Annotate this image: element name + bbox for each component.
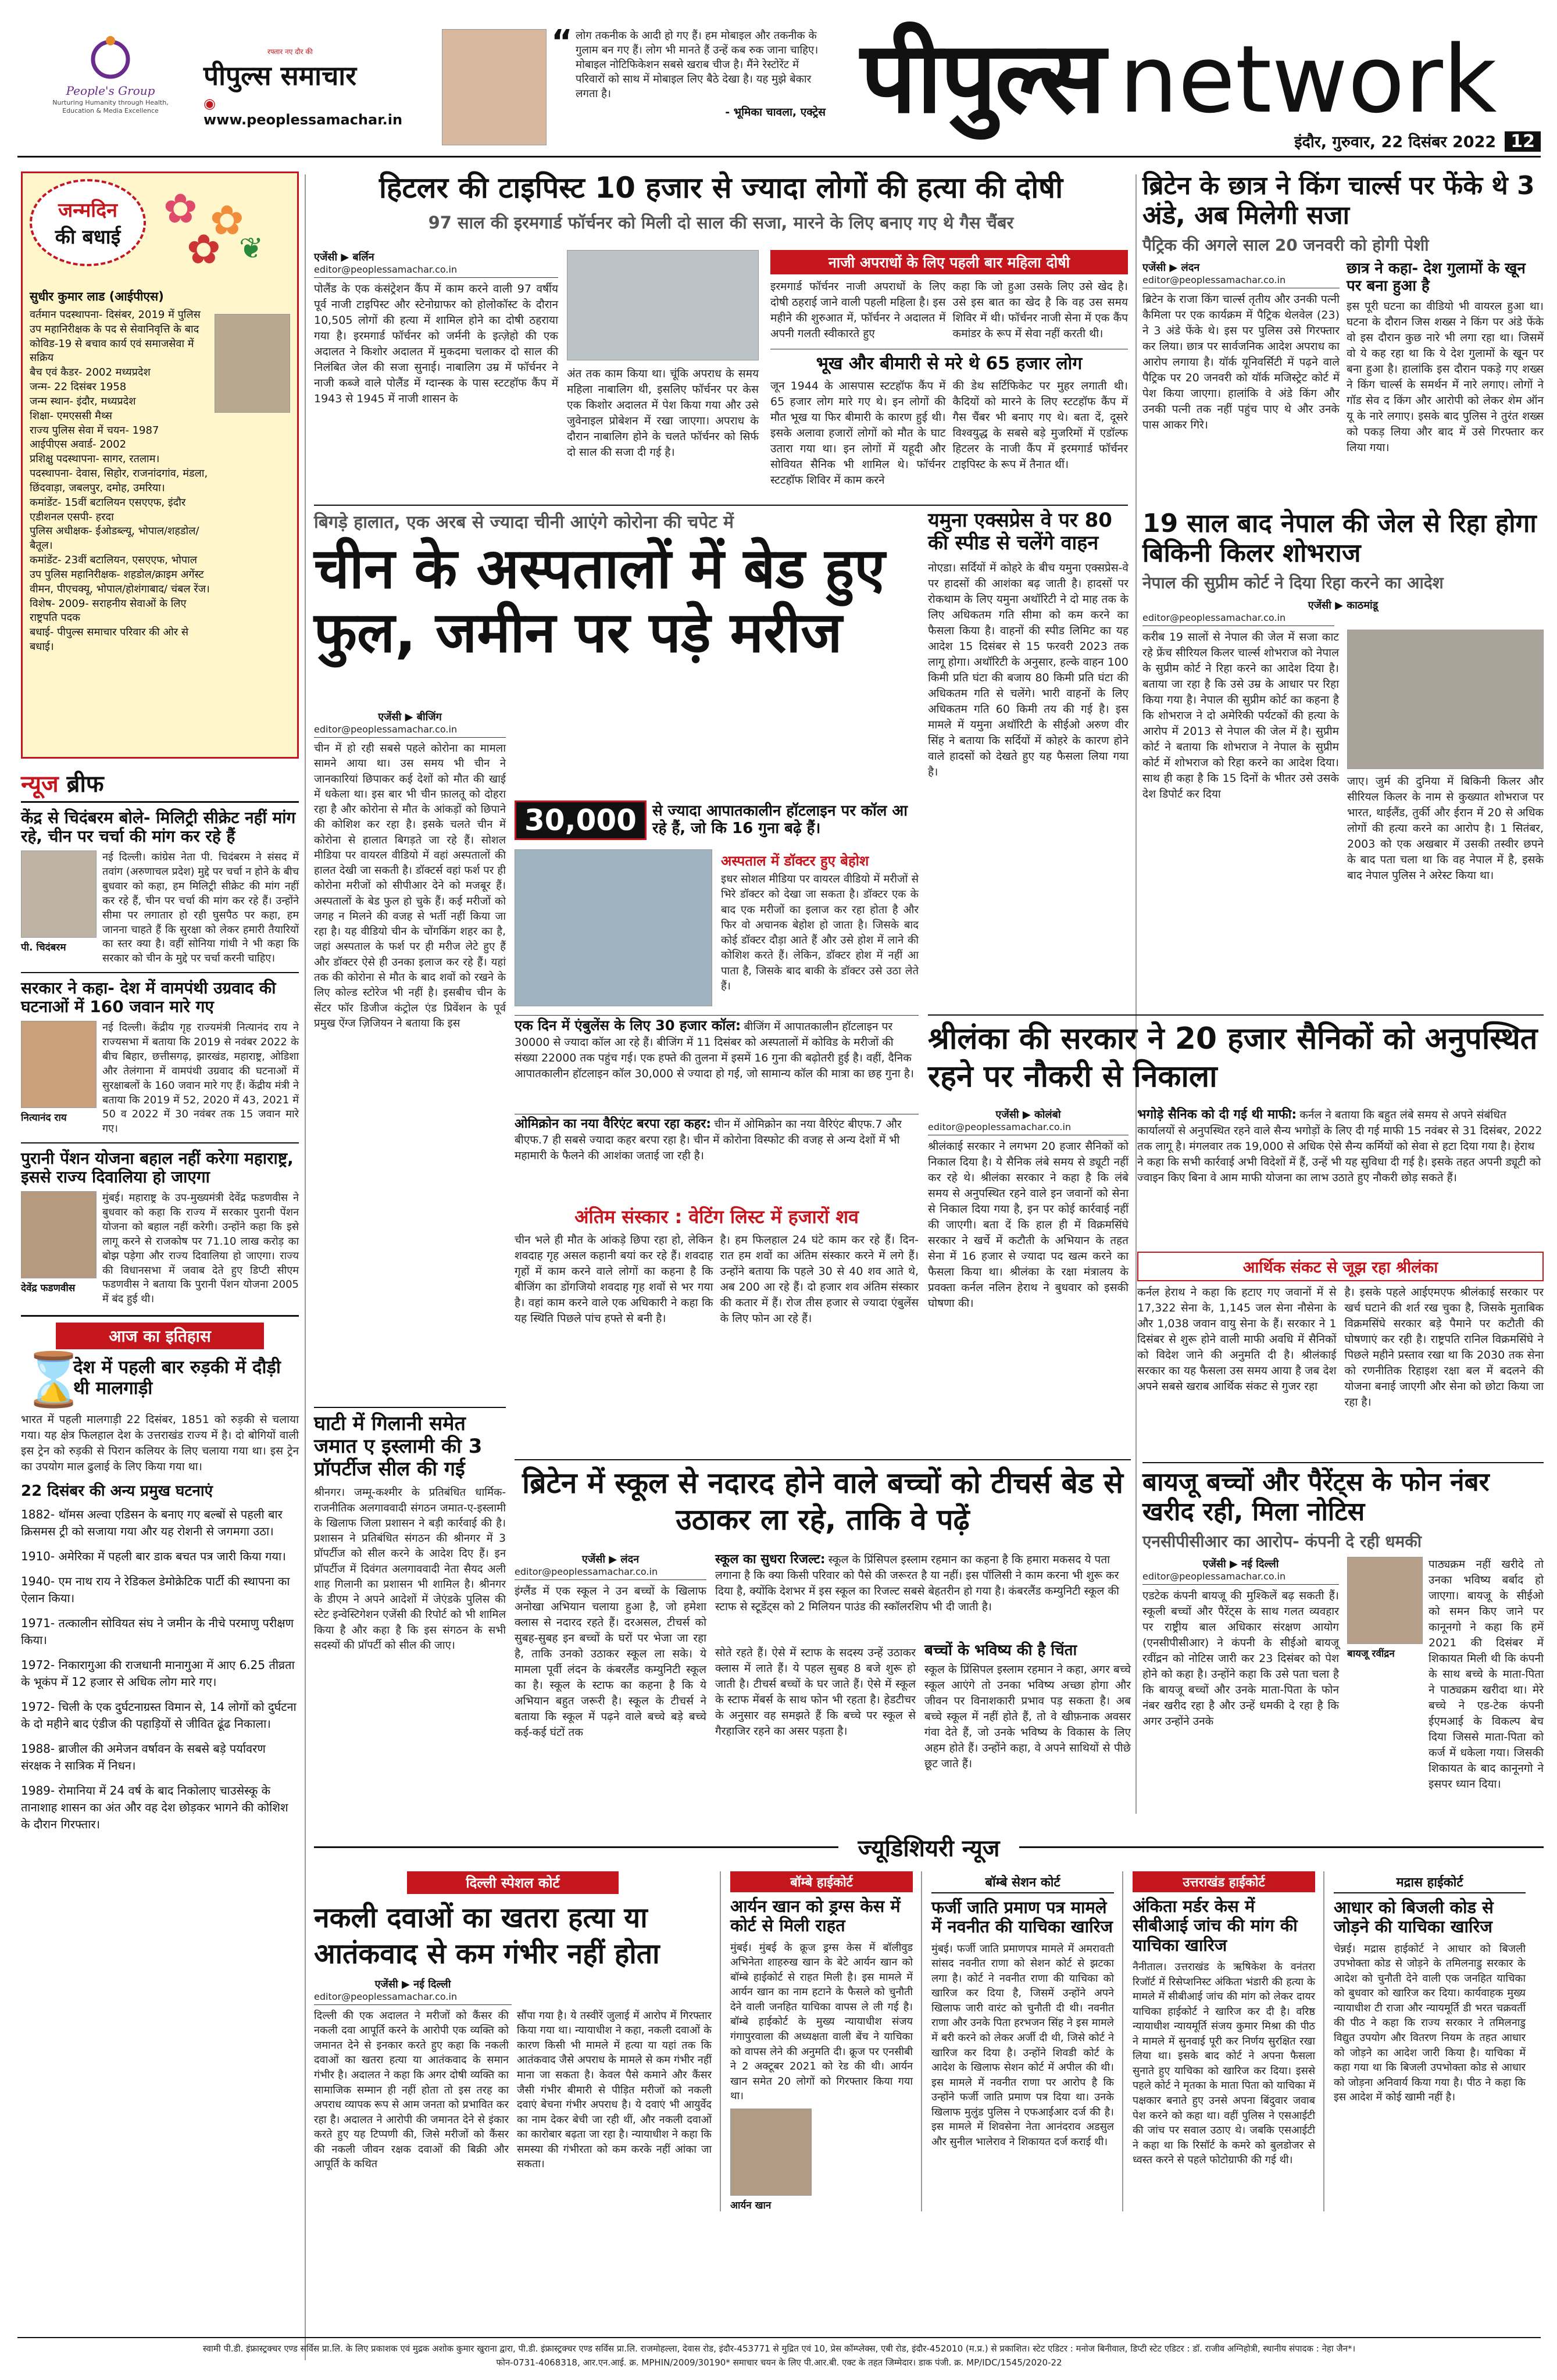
britain-school-agency: एजेंसी ▶ लंदन — [581, 1553, 640, 1566]
brief-item — [21, 979, 299, 1137]
srilanka-crisis-body-1: कर्नल हेराथ ने कहा कि हटाए गए जवानों में से 17,322 सेना के, 1,145 जल सेना नौसेना के और 1,038 जवान वायु सेना के हैं। सरकार ने 1 दिसंबर से शुरू होने वाली माफी अवधि में सैनिकों को विदेश जाने की अनुमति दी है। श्रीलंकाई सरकार का यह फैसला उस समय आया है जब देश अपने सबसे खराब आर्थिक संकट से गुजर रहा — [1137, 1286, 1337, 1393]
china-big-text: से ज्यादा आपातकालीन हॉटलाइन पर कॉल आ रहे हैं, जो कि 16 गुना बढ़े हैं। — [652, 802, 908, 837]
britain-eggs-email[interactable]: editor@peoplessamachar.co.in — [1142, 274, 1340, 288]
brief-photo-caption: देवेंद्र फडणवीस — [21, 1282, 76, 1295]
judiciary-col — [1133, 1871, 1324, 2211]
history-event: 1972- चिली के एक दुर्घटनाग्रस्त विमान से, 14 लोगों को दुर्घटना के दो महीने बाद एंडीज की पहाड़ियों से जीवित ढूंढ निकाला। — [21, 1699, 297, 1731]
china-ambulance-body: बीजिंग में आपातकालीन हॉटलाइन पर 30000 से ज्यादा कॉल आ रहे हैं। बीजिंग में 11 दिसंबर को अस्पतालों में कोविड के मरीजों की संख्या 22000 तक पहुंच गई। एक हफ्ते की तुलना में इसमें 16 गुना की बढ़ोतरी हुई है। वहीं, दैनिक आपातकालीन हॉटलाइन कॉल 30,000 से ज्यादा हो गई, जो सामान्य कॉल की मात्रा का छह गुना है। — [515, 1020, 915, 1080]
quote-box — [551, 23, 826, 119]
flower-bouquet-icon: ✿ ✿ ✿ ❦ — [163, 185, 263, 273]
globe-icon: ◉ — [203, 95, 216, 112]
birthday-title-top: जन्मदिन — [58, 199, 118, 222]
judiciary-body-1: नैनीताल। उत्तराखंड के ऋषिकेश के वनंतरा रिजॉर्ट में रिसेप्शनिस्ट अंकिता भंडारी की हत्या के मामले में सीबीआई जांच की मांग को लेकर दायर याचिका हाईकोर्ट ने खारिज कर दी है। वरिष्ठ न्यायाधीश न्यायमूर्ति संजय कुमार मिश्रा की पीठ ने मामले में सुनवाई पूरी कर निर्णय सुरक्षित रखा लिया था। इसके बाद कोर्ट ने अपना फैसला सुनाते हुए याचिका को खारिज कर दिया। इससे पहले कोर्ट ने मृतका के माता पिता को याचिका में पक्षकार बनाते हुए उनसे अपना बिंदुवार जवाब पेश करने को कहा था। वहीं पुलिस ने एसआईटी की जांच पर सवाल उठाए थे। जबकि एसआईटी ने कहा था कि रिसॉर्ट के कमरे को बुलडोजर से ध्वस्त करने से पहले फोटोग्राफी की गई थी। — [1133, 1961, 1315, 2167]
masthead-rule — [17, 156, 1541, 158]
britain-school-future-body: स्कूल के प्रिंसिपल इस्लाम रहमान ने कहा, अगर बच्चे स्कूल आएंगे तो उनका भविष्य अच्छा होगा और जीवन पर विनाशकारी प्रभाव पड़ सकता है। अब बच्चे स्कूल में नहीं होते हैं, तो वे खीफ़नाक अवसर गंवा देते हैं, जो उनके भविष्य के विकास के लिए अहम होते हैं। उन्होंने कहा, वे अपने साथियों से पीछे छूट जाते हैं। — [924, 1663, 1131, 1770]
britain-school-success-body: स्कूल के प्रिंसिपल इस्लाम रहमान का कहना है कि हमारा मकसद ये पता लगाना है कि क्या किसी परिवार को पैसे की जरूरत है या नहीं। इस पॉलिसी ने काम करना भी शुरू कर दिया है, क्योंकि देशभर में इस स्कूल का रिजल्ट सबसे बेहतरीन हो गया है। कंबरलैंड कम्युनिटी स्कूल की स्टाफ से स्टूडेंट्स को 2 मिलियन पाउंड की स्कॉलरशिप भी दी जाती है। — [715, 1553, 1119, 1613]
china-email[interactable]: editor@peoplessamachar.co.in — [314, 724, 506, 738]
peoples-group-logo — [52, 35, 169, 116]
sobhraj-subhead: नेपाल की सुप्रीम कोर्ट ने दिया रिहा करने का आदेश — [1142, 573, 1444, 593]
history-events-title: 22 दिसंबर की अन्य प्रमुख घटनाएं — [21, 1482, 213, 1500]
hitler-subhead: 97 साल की इरमगार्ड फॉर्चनर को मिली दो साल की सजा, मारने के लिए बनाए गए थे गैस चैंबर — [428, 212, 1014, 233]
byju-headline: बायजू बच्चों और पैरेंट्स के फोन नंबर खरीद रही, मिला नोटिस — [1142, 1467, 1490, 1527]
srilanka-story — [928, 1020, 1544, 1462]
kashmir-story — [314, 1407, 506, 1814]
news-brief-title-right: ब्रीफ — [66, 771, 104, 798]
judiciary-court: उत्तराखंड हाईकोर्ट — [1133, 1871, 1315, 1892]
brief-photo-caption: पी. चिदंबरम — [21, 942, 66, 954]
birthday-line: बधाई- पीपुल्स समाचार परिवार की ओर से बधाई। — [30, 626, 189, 653]
hitler-side-body-2: कहा कि जो हुआ उसके लिए उसे खेद है। उसे इस बात का खेद है कि वह उस समय शिविर में थी। फॉर्चनर नाजी सेना में एक कैंप कमांडर के रूप में सेवा नहीं करती थी। — [952, 280, 1128, 340]
byju-agency: एजेंसी ▶ नई दिल्ली — [1202, 1558, 1279, 1571]
sobhraj-body-1: करीब 19 सालों से नेपाल की जेल में सजा काट रहे फ्रेंच सीरियल किलर चार्ल्स शोभराज को नेपाल के सुप्रीम कोर्ट ने रिहा करने का आदेश दिया है। बताया जा रहा है कि उसे उम्र के आधार पर रिहा किया गया है। नेपाल की सुप्रीम कोर्ट का कहना है कि शोभराज ने दो अमेरिकी पर्यटकों की हत्या के आरोप में 2013 से नेपाल की जेल में है। सुप्रीम कोर्ट ने बताया कि शोभराज ने नेपाल के सुप्रीम कोर्ट में शोभराज को रिहा करने का आदेश दिया। साथ ही कहा है कि 15 दिनों के भीतर उसे उसके देश डिपोर्ट कर दिया — [1142, 631, 1339, 801]
aryan-khan-caption: आर्यन खान — [730, 2199, 772, 2211]
brief-photo — [21, 1191, 97, 1278]
history-event: 1988- ब्राजील की अमेजन वर्षावन के सबसे बड़े पर्यावरण संरक्षक ने सात्रिक में निधन। — [21, 1741, 266, 1773]
brief-body: नई दिल्ली। केंद्रीय गृह राज्यमंत्री नित्यानंद राय ने राज्यसभा में बताया कि 2019 से नवंबर 2022 के बीच बिहार, छत्तीसगढ़, झारखंड, महाराष्ट्र, ओडिशा और तेलंगाना में वामपंथी उग्रवाद की घटनाओं में सुरक्षाबलों के 160 जवान मारे गए हैं। केंद्रीय मंत्री ने बताया कि 2019 में 52, 2020 में 43, 2021 में 50 व 2022 में 30 नवंबर तक 15 जवान मारे गए। — [102, 1021, 299, 1135]
judiciary-banner — [314, 1831, 1544, 1863]
srilanka-deserter-body: कर्नल ने बताया कि बहुत लंबे समय से अपने संबंधित कार्यालयों से अनुपस्थित रहने वाले सैन्य भगोड़ों के लिए दी गई माफी 15 नवंबर से 31 दिसंबर, 2022 तक लागू है। मंगलवार तक 19,000 से अधिक ऐसे सैन्य कर्मियों को सेवा से हटा दिया गया है। हेराथ ने कहा कि सभी कार्रवाई अभी विदेशों में हैं, उन्हें भी यह सुविधा दी गई है। इसके तहत अपनी ड्यूटी को ज्वाइन किए बिना वे आम माफी योजना का लाभ उठाते हुए नौकरी छोड़ सकते हैं। — [1137, 1109, 1542, 1184]
china-ambulance-head: एक दिन में एंबुलेंस के लिए 30 हजार कॉल: — [515, 1017, 741, 1034]
china-hospital-photo — [515, 849, 712, 1006]
britain-eggs-story — [1142, 171, 1544, 497]
sobhraj-body-2: जाए। जुर्म की दुनिया में बिकिनी किलर और सीरियल किलर के नाम से कुख्यात शोभराज पर भारत, थाईलैंड, तुर्की और ईरान में 20 से अधिक लोगों की हत्या करने का आरोप है। 1 सितंबर, 2003 को एक अखबार में उसकी तस्वीर छपने के बाद पता चला था कि वह नेपाल में है, इसके बाद नेपाल पुलिस ने अरेस्ट किया था। — [1347, 775, 1544, 882]
sobhraj-email[interactable]: editor@peoplessamachar.co.in — [1142, 612, 1334, 626]
china-top-rule — [314, 505, 1128, 506]
byju-top-rule — [1142, 1462, 1544, 1463]
china-kicker: बिगड़े हालात, एक अरब से ज्यादा चीनी आएंगे कोरोना की चपेट में — [314, 512, 734, 533]
britain-school-body-1: इंग्लैंड में एक स्कूल ने उन बच्चों के खिलाफ अनोखा अभियान चलाया हुआ है, जो हमेशा क्लास से नदारद रहते हैं। दरअसल, टीचर्स को सुबह-सुबह इन बच्चों के घरों पर भेजा जा रहा है, ताकि उनको उठाकर स्कूल ला सके। ये मामला पूर्वी लंदन के कंबरलैंड कम्युनिटी स्कूल का है। स्कूल के स्टाफ का कहना है कि ये अभियान बहुत जरूरी है। स्कूल के टीचर्स ने बताया कि स्कूल में पढ़ने वाले बच्चे बड़े बच्चे कई-कई घंटों तक — [515, 1585, 706, 1739]
hitler-photo — [567, 250, 759, 360]
judiciary-court: बॉम्बे सेशन कोर्ट — [931, 1871, 1114, 1893]
left-column-divider — [305, 174, 306, 2360]
china-omicron-block — [515, 1114, 919, 1164]
history-label: आज का इतिहास — [56, 1323, 264, 1349]
hitler-headline: हिटलर की टाइपिस्ट 10 हजार से ज्यादा लोगों की हत्या की दोषी — [378, 171, 1063, 205]
history-event: 1989- रोमानिया में 24 वर्ष के बाद निकोलाए चाउसेस्कू के तानाशाह शासन का अंत और वह देश छोड़कर भागने की कोशिश के दौरान गिरफ्तार। — [21, 1783, 288, 1831]
birthday-line: जन्म- 22 दिसंबर 1958 — [30, 381, 127, 394]
masthead — [0, 0, 1557, 174]
birthday-badge — [30, 179, 146, 266]
britain-eggs-headline: ब्रिटेन के छात्र ने किंग चार्ल्स पर फेंके थे 3 अंडे, अब मिलेगी सजा — [1142, 171, 1535, 230]
hitler-body-1: पोलैंड के एक कंसंट्रेशन कैंप में काम करने वाली 97 वर्षीय पूर्व नाजी टाइपिस्ट और स्टेनोग्राफर को होलोकॉस्ट के दौरान 10,505 लोगों की हत्या में शामिल होने का दोषी ठहराया गया है। इरमगार्ड फॉर्चनर को जर्मनी के इत्ज़ेहो की एक अदालत ने किशोर अदालत में मुकदमा चलाकर दो साल की निलंबित जेल की सजा सुनाई। नाबालिग उम्र में फॉर्चनर ने नाजी कब्जे वाले पोलैंड में ग्दान्स्क के पास स्टटहॉफ कैंप में 1943 से 1945 में नाजी शासन के — [314, 283, 558, 405]
brief-divider — [21, 972, 299, 973]
judiciary-col — [931, 1871, 1123, 2211]
hitler-body-2: अंत तक काम किया था। चूंकि अपराध के समय महिला नाबालिग थी, इसलिए फॉर्चनर पर केस एक किशोर अदालत में पेश किया गया और उसे जुवेनाइल प्रोबेशन में रखा जाएगा। अपराध के दौरान नाबालिग होने के चलते फॉर्चनर को सिर्फ दो साल की सजा दी गई है। — [567, 367, 759, 459]
brief-headline: सरकार ने कहा- देश में वामपंथी उग्रवाद की घटनाओं में 160 जवान मारे गए — [21, 978, 276, 1017]
brief-photo — [21, 850, 97, 938]
brief-photo-caption: नित्यानंद राय — [21, 1112, 67, 1124]
srilanka-body-1: श्रीलंकाई सरकार ने लगभग 20 हजार सैनिकों को निकाल दिया है। ये सैनिक लंबे समय से ड्यूटी नहीं कर रहे थे। श्रीलंका सरकार ने कहा है कि लंबे समय से अनुपस्थित रहने वाले इन जवानों को सेना से निकाल दिया गया है, इन पर कोई कार्रवाई नहीं की जाएगी। बता दें कि हाल ही में विक्रमसिंघे सरकार ने खर्चे में कटौती के अभियान के तहत सेना में 16 हजार से ज्यादा पद खत्म करने का फैसला किया था। श्रीलंका के रक्षा मंत्रालय के प्रवक्ता कर्नल नलिन हेराथ ने बुधवार को इसकी घोषणा की। — [928, 1140, 1129, 1310]
history-event: 1940- एम नाथ राय ने रेडिकल डेमोक्रेटिक पार्टी की स्थापना का ऐलान किया। — [21, 1574, 290, 1605]
china-funeral-block — [515, 1206, 919, 1491]
judiciary-court: मद्रास हाईकोर्ट — [1334, 1871, 1526, 1893]
birthday-line: जन्म स्थान- इंदौर, मध्यप्रदेश — [30, 395, 136, 408]
history-headline: देश में पहली बार रुड़की में दौड़ी थी मालगाड़ी — [73, 1357, 281, 1399]
history-events-list — [21, 1506, 299, 1833]
birthday-portrait — [215, 314, 290, 413]
birthday-line: पदस्थापना- देवास, सिहोर, राजनांदगांव, मंडला, छिंदवाड़ा, जबलपुर, दमोह, उमरिया। — [30, 467, 208, 494]
aryan-khan-photo — [730, 2109, 812, 2196]
expressway-story — [928, 509, 1129, 1044]
hitler-mini-body-2: की डेथ सर्टिफिकेट पर मुहर लगाती थी। कैदियों को मारने के लिए स्टटहॉफ कैंप में गैस चैंबर भी बनाए गए थे। बता दें, दूसरे विश्वयुद्ध के सबसे बड़े मुजरिमों में एडॉल्फ हिटलर के नाजी कैंप में इरमगार्ड फॉर्चनर टाइपिस्ट के रूप में तैनात थीं। — [952, 380, 1128, 471]
paper-small-logo — [203, 48, 413, 128]
judiciary-section — [314, 1831, 1544, 2314]
srilanka-top-rule — [928, 1014, 1544, 1016]
birthday-line: आईपीएस अवार्ड- 2002 — [30, 438, 127, 451]
byju-story — [1142, 1468, 1544, 1817]
judiciary-headline: आर्यन खान को ड्रग्स केस में कोर्ट से मिली राहत — [730, 1896, 901, 1936]
judiciary-body-1: दिल्ली की एक अदालत ने मरीजों को कैंसर की नकली दवा आपूर्ति करने के आरोपी एक व्यक्ति को जमानत देने से इनकार करते हुए कहा कि नकली दवाओं का खतरा हत्या या आतंकवाद के समान गंभीर है। अदालत ने कहा कि अगर दोषी व्यक्ति का सामाजिक सम्मान ही नहीं होता तो इस तरह का अपराध व्यापक रूप से आम जनता को प्रभावित कर रहा है। अदालत ने आरोपी की जमानत देने से इंकार करते हुए यह टिप्पणी की, जिसे मरीजों को कैंसर की नकली जीवन रक्षक दवाओं की बिक्री और आपूर्ति के कथित — [314, 2009, 509, 2171]
group-name: People's Group — [66, 84, 155, 98]
history-body: भारत में पहली मालगाड़ी 22 दिसंबर, 1851 को रुड़की से चलाया गया। यह क्षेत्र फिलहाल देश के उत्तराखंड राज्य में है। दो बोगियों वाली इस ट्रेन को रुड़की से पिरान कलियर के लिए चलाया गया था। इस ट्रेन का उपयोग माल ढुलाई के लिए किया गया था। — [21, 1413, 299, 1473]
paper-url-row — [203, 95, 413, 128]
britain-school-headline: ब्रिटेन में स्कूल से नदारद होने वाले बच्चों को टीचर्स बेड से उठाकर ला रहे, ताकि वे पढ़ें — [522, 1466, 1123, 1536]
birthday-line: एडीशनल एसपी- हरदा — [30, 510, 114, 523]
china-funeral-body-2: है। हम फिलहाल 24 घंटे काम कर रहे हैं। दिन-रात हम शवों का अंतिम संस्कार करने में लगे हैं। उन्होंने बताया कि पहले 30 से 40 शव आते थे, अब 200 आ रहे हैं। दो हजार शव अंतिम संस्कार की कतार में हैं। रोज तीस हजार से ज्यादा एंबुलेंस के लिए फोन आ रहे हैं। — [720, 1233, 919, 1325]
expressway-body: नोएडा। सर्दियों में कोहरे के बीच यमुना एक्सप्रेस-वे पर हादसों की आशंका बढ़ जाती है। हादसों पर रोकथाम के लिए यमुना अथॉरिटी ने दो माह तक के लिए अधिकतम गति सीमा को कम करने का फैसला किया है। वाहनों की स्पीड लिमिट का यह आदेश 15 दिसंबर से 15 फरवरी 2023 तक लागू होगा। अथॉरिटी के अनुसार, हल्के वाहन 100 किमी प्रति घंटा की बजाय 80 किमी प्रति घंटा की अधिकतम गति से चलेंगे। भारी वाहनों के लिए अधिकतम गति 60 किमी तय की गई है। इस मामले में यमुना अथॉरिटी के सीईओ अरुण वीर सिंह ने बताया कि सर्दियों में कोहरे के कारण होने वाले हादसों को देखते हुए यह फैसला लिया गया है। — [928, 562, 1129, 778]
history-event: 1910- अमेरिका में पहली बार डाक बचत पत्र जारी किया गया। — [21, 1549, 286, 1563]
china-omicron-head: ओमिक्रोन का नया वैरिएंट बरपा रहा कहर: — [515, 1117, 712, 1131]
britain-school-success — [715, 1552, 1131, 1615]
judiciary-body-1: चेन्नई। मद्रास हाईकोर्ट ने आधार को बिजली उपभोक्ता कोड से जोड़ने के तमिलनाडु सरकार के आदेश को चुनौती देने वाली एक जनहित याचिका को बुधवार को खारिज कर दिया। कार्यवाहक मुख्य न्यायाधीश टी राजा और न्यायमूर्ति डी भरत चक्रवर्ती की पीठ ने कहा कि राज्य सरकार ने तमिलनाडु विद्युत उपयोग और वितरण नियम के तहत आधार को जोड़ने का आदेश जारी किया है। याचिका में कहा गया था कि बिजली उपभोक्ता कोड से आधार को जोड़ना अनिवार्य किया गया है। पीठ ने कहा कि इस आदेश में कोई खामी नहीं है। — [1334, 1942, 1526, 2104]
byju-body-1: एडटेक कंपनी बायजू की मुश्किलें बढ़ सकती हैं। स्कूली बच्चों और पैरेंट्स के साथ गलत व्यवहार पर राष्ट्रीय बाल अधिकार संरक्षण आयोग (एनसीपीसीआर) ने कंपनी के सीईओ बायजू रवींद्रन को नोटिस जारी कर 23 दिसंबर को पेश होने को कहा है। उन्होंने कहा कि उसे पता चला है कि बायजू बच्चों और उनके माता-पिता के फोन नंबर खरीद रहा है और उन्हें धमकी दे रहा है कि अगर उन्होंने उनके — [1142, 1589, 1339, 1728]
china-doctor-head: अस्पताल में डॉक्टर हुए बेहोश — [721, 849, 919, 872]
quote-author: - भूमिका चावला, एक्ट्रेस — [725, 105, 826, 119]
britain-school-success-head: स्कूल का सुधरा रिजल्ट: — [715, 1552, 826, 1567]
page-number: 12 — [1505, 131, 1541, 152]
china-funeral-body-1: चीन भले ही मौत के आंकड़े छिपा रहा हो, लेकिन शवदाह गृह असल कहानी बयां कर रहे हैं। शवदाह गृहों में काम करने वाले लोगों का कहना है कि बीजिंग का डोंगजियो शवदाह गृह शवों से भर गया है। वहां काम करने वाले एक अधिकारी ने कहा कि यह स्थिति पिछले पांच हफ्ते से बनी है। — [515, 1233, 713, 1325]
birthday-line: कमांडेंट- 23वीं बटालियन, एसएएफ, भोपाल — [30, 554, 197, 567]
peoples-group-emblem-icon — [87, 35, 134, 81]
china-body-1: चीन में हो रही सबसे पहले कोरोना का मामला सामने आया था। उस समय भी चीन ने जानकारियां छिपाकर कई देशों को मौत की खाई में धकेला था। इस बार भी चीन फ़ालतू को दोहरा रहा है और कोरोना से मौत के आंकड़ों को छिपाने की कोशिश कर रहा है। इसके चलते चीन में कोरोना से हालात बिगड़ते जा रहे हैं। सोशल मीडिया पर वायरल वीडियो में वहां अस्पतालों की हालत देखी जा सकती है। डॉक्टर्स वहां फर्श पर ही कोरोना मरीजों को सीपीआर देने को मजबूर हैं। अस्पतालों के बेड फुल हो चुके हैं। कई मरीजों को जगह न मिलने की वजह से भर्ती नहीं किया जा रहा है। यह वीडियो चीन के चोंगकिंग शहर का है, जहां अस्पताल के फर्श पर ही मरीज लेटे हुए हैं और डॉक्टर ऐसे ही उनका इलाज कर रहे हैं। यहां तक की कोरोना से मौत के बाद शवों को रखने के लिए कोल्ड स्टोरेज भी नहीं है। इसबीच चीन के सेंटर फॉर डिजीज कंट्रोल एंड प्रिवेंशन के पूर्व प्रमुख ऐंग्ज ज़िजियन ने बताया कि इस — [314, 742, 506, 1030]
paper-small-tag: रफ्तार नए दौर की — [267, 48, 313, 56]
byju-subhead: एनसीपीसीआर का आरोप- कंपनी दे रही धमकी — [1142, 1532, 1422, 1552]
britain-eggs-subhead: पैट्रिक की अगले साल 20 जनवरी को होगी पेशी — [1142, 235, 1429, 255]
brief-divider — [21, 1142, 299, 1143]
footer-imprint: स्वामी पी.डी. इंफ्रास्ट्रक्चर एण्ड सर्विस प्रा.लि. के लिए प्रकाशक एवं मुद्रक अशोक कुमार खुराना द्वारा, पी.डी. इंफ्रास्ट्रक्चर एण्ड सर्विस प्रा.लि. राजमोहल्ला, देवास रोड, इंदौर-453771 से मुद्रित एवं 10, प्रेस कॉम्प्लेक्स, एबी रोड, इंदौर-452010 (म.प्र.) से प्रकाशित। स्टेट एडिटर : मनोज बिनीवाल, डिप्टी स्टेट एडिटर : डॉ. राजीव अग्निहोत्री, स्थानीय संपादक : नेहा जैन*। — [202, 2343, 1356, 2354]
china-headline: चीन के अस्पतालों में बेड हुए फुल, जमीन पर पड़े मरीज — [314, 536, 885, 666]
srilanka-crisis-body-2: है। इसके पहले आईएमएफ श्रीलंकाई सरकार पर खर्च घटाने की शर्त रख चुका है, जिसके मुताबिक विक्रमसिंघे सरकार बड़े पैमाने पर कटौती की घोषणाएं कर रही है। राष्ट्रपति रानिल विक्रमसिंघे ने पिछले महीने प्रस्ताव रखा था कि 2030 तक सेना को रणनीतिक रिहाइश रक्षा बल में बदलने की योजना बनाई जाएगी और सेना को छोटा किया जा रहा है। — [1344, 1286, 1544, 1409]
judiciary-court: दिल्ली स्पेशल कोर्ट — [407, 1871, 619, 1894]
china-omicron-body: चीन में ओमिक्रोन का नया वैरिएंट बीएफ.7 और बीएफ.7 ही सबसे ज्यादा कहर बरपा रहा है। चीन में कोरोना विस्फोट की वजह से अन्य देशों में भी महामारी के फैलने की आशंका जताई जा रही है। — [515, 1118, 902, 1162]
china-funeral-head: अंतिम संस्कार : वेटिंग लिस्ट में हजारों शव — [574, 1206, 859, 1228]
footer-rule — [17, 2337, 1541, 2338]
byju-photo — [1347, 1557, 1423, 1644]
china-ambulance-block — [515, 1015, 919, 1082]
birthday-line: उप पुलिस महानिरीक्षक- शहडोल/क्राइम अगेंस्ट वीमन, पीएचक्यू, भोपाल/होशंगाबाद/ चंबल रेंज। — [30, 568, 210, 595]
brief-headline: केंद्र से चिदंबरम बोले- मिलिट्री सीक्रेट नहीं मांग रहे, चीन पर चर्चा की मांग कर रहे हैं — [21, 808, 296, 846]
kashmir-body: श्रीनगर। जम्मू-कश्मीर के प्रतिबंधित धार्मिक-राजनीतिक अलगाववादी संगठन जमात-ए-इस्लामी के खिलाफ जिला प्रशासन ने बड़ी कार्रवाई की है। प्रशासन ने प्रतिबंधित संगठन की श्रीनगर में 3 प्रॉपर्टीज को सील करने के आदेश दिए हैं। इन प्रॉपर्टीज में दिवंगत अलगाववादी नेता सैयद अली शाह गिलानी का प्रशासन भी शामिल है। श्रीनगर के डीएम ने अपने आदेशों में जेएंडके पुलिस की स्टेट इन्वेस्टिगेशन एजेंसी की रिपोर्ट को भी शामिल किया है और कहा है कि इस संगठन के सभी सदस्यों की प्रॉपर्टी को सील की जाए। — [314, 1486, 506, 1652]
brief-photo — [21, 1021, 97, 1108]
group-tagline: Nurturing Humanity through Health, Education & Media Excellence — [52, 99, 169, 115]
china-story — [314, 509, 919, 1259]
expressway-headline: यमुना एक्सप्रेस वे पर 80 की स्पीड से चलेंगे वाहन — [928, 509, 1112, 555]
sobhraj-photo — [1347, 630, 1544, 769]
china-agency: एजेंसी ▶ बीजिंग — [378, 711, 442, 723]
paper-small-name: पीपुल्स समाचार — [203, 60, 357, 91]
judiciary-body-1: मुंबई। मुंबई के क्रूज ड्रग्स केस में बॉलीवुड अभिनेता शाहरुख खान के बेटे आर्यन खान को बॉम्बे हाईकोर्ट से राहत मिली है। इस मामले में आर्यन खान का नाम हटाने के फैसले को चुनौती देने वाली जनहित याचिका वापस ले ली गई है। बॉम्बे हाईकोर्ट के मुख्य न्यायाधीश संजय गंगापुरवाला की अध्यक्षता वाली बेंच ने याचिका को वापस लेने की अनुमति दी। क्रूज पर एनसीबी ने 2 अक्टूबर 2021 को रेड की थी। आर्यन खान समेत 20 लोगों को गिरफ्तार किया गया था। — [730, 1941, 913, 2103]
britain-school-future-head: बच्चों के भविष्य की है चिंता — [924, 1642, 1077, 1659]
britain-school-email[interactable]: editor@peoplessamachar.co.in — [515, 1566, 706, 1580]
hitler-email[interactable]: editor@peoplessamachar.co.in — [314, 264, 558, 278]
britain-school-story — [515, 1465, 1131, 1814]
hitler-mini-body-1: जून 1944 के आसपास स्टटहॉफ कैंप में 65 हजार लोग मारे गए थे। इन लोगों की मौत भूख या फिर बीमारी के कारण हुई थी। इसके अलावा हजारों लोगों को मौत के घाट उतारा गया था। इन लोगों में यहूदी और सोवियत सैनिक भी शामिल थे। फॉर्चनर स्टटहॉफ शिविर में काम करने — [770, 380, 946, 487]
judiciary-headline: अंकिता मर्डर केस में सीबीआई जांच की मांग की याचिका खारिज — [1133, 1896, 1298, 1955]
hourglass-icon: ⌛ — [21, 1349, 87, 1410]
left-column — [21, 171, 299, 2380]
britain-eggs-body-2: इस पूरी घटना का वीडियो भी वायरल हुआ था। घटना के दौरान जिस शख्स ने किंग पर अंडे फेंके वो इस दौरान कुछ नारे भी लगा रहा था। जिसमें वो ये कह रहा था कि ये देश गुलामों के खून पर बना हुआ है। हालांकि इस दौरान पकड़े गए शख्स ने किंग चार्ल्स के समर्थन में नारे लगाए। लोगों ने गॉड सेव द किंग और आरोपी को लेकर शेम ऑन यू के नारे लगाए। इसके बाद पुलिस ने तुरंत शख्स को पकड़ लिया और बाद में उसे गिरफ्तार कर लिया गया। — [1347, 299, 1544, 454]
birthday-line: कमांडेंट- 15वीं बटालियन एसएएफ, इंदौर — [30, 496, 186, 509]
dateline-row — [1221, 130, 1541, 152]
srilanka-email[interactable]: editor@peoplessamachar.co.in — [928, 1121, 1129, 1135]
judiciary-court: बॉम्बे हाईकोर्ट — [730, 1871, 913, 1892]
school-top-rule — [515, 1459, 1131, 1460]
footer — [23, 2342, 1535, 2377]
kashmir-headline: घाटी में गिलानी समेत जमात ए इस्लामी की 3 प्रॉपर्टीज सील की गई — [314, 1412, 483, 1481]
title-hindi: पीपुल्स — [860, 20, 1104, 135]
srilanka-agency: एजेंसी ▶ कोलंबो — [995, 1109, 1061, 1121]
birthday-title-bottom: की बधाई — [55, 226, 121, 249]
birthday-line: वर्तमान पदस्थापना- दिसंबर, 2019 में पुलिस उप महानिरीक्षक के पद से सेवानिवृत्ति के बाद कोविड-19 से बचाव कार्य एवं समाजसेवा में सक्रिय — [30, 309, 201, 364]
judiciary-banner-text: ज्यूडिशियरी न्यूज — [858, 1835, 1000, 1862]
srilanka-deserter-block — [1137, 1107, 1544, 1186]
birthday-line: प्रशिक्षु पदस्थापना- सागर, रतलाम। — [30, 453, 160, 466]
judiciary-email[interactable]: editor@peoplessamachar.co.in — [314, 1991, 512, 2005]
srilanka-crisis-label: आर्थिक संकट से जूझ रहा श्रीलंका — [1137, 1252, 1544, 1281]
britain-eggs-body-1: ब्रिटेन के राजा किंग चार्ल्स तृतीय और उनकी पत्नी कैमिला पर एक कार्यक्रम में पैट्रिक थेलवेल (23) ने 3 अंडे फेंके थे। इस पर पुलिस उसे गिरफ्तार कर लिया। छात्र पर सार्वजनिक आदेश अपराध का आरोप लगाया है। यॉर्क यूनिवर्सिटी में पढ़ने वाले पैट्रिक पर 20 जनवरी को यॉर्क मजिस्ट्रेट कोर्ट में पेश किया जाएगा। हालांकि वे अंडे किंग और उनकी पत्नी तक नहीं पहुंच पाए थे और उनके पास आकर गिरे। — [1142, 293, 1340, 431]
history-event: 1972- निकारागुआ की राजधानी मानागुआ में आए 6.25 तीव्रता के भूकंप में 12 हजार से अधिक लोग मारे गए। — [21, 1657, 295, 1689]
main-title — [860, 6, 1541, 151]
footer-contact: फोन-0731-4068318, आर.एन.आई. क्र. MPHIN/2009/30190* समाचार चयन के लिए पी.आर.बी. एक्ट के तहत जिम्मेदार। डाक पंजी. क्र. MP/IDC/1545/2020-22 — [496, 2357, 1062, 2368]
judiciary-headline: आधार को बिजली कोड से जोड़ने की याचिका खारिज — [1334, 1897, 1494, 1937]
judiciary-col — [1334, 1871, 1526, 2211]
news-brief-header — [21, 767, 299, 803]
judiciary-body-2: सौंपा गया है। ये तस्वीरें जुलाई में आरोप में गिरफ्तार किया गया था। न्यायाधीश ने कहा, नकली दवाओं के कारण किसी भी मामले में हत्या या यहां तक कि आतंकवाद जैसे अपराध के मामले से कम गंभीर नहीं माना जा सकता है। केवल पैसे कमाने और कैंसर जैसी गंभीर बीमारी से पीड़ित मरीजों को नकली दवाएं बेचना गंभीर अपराध है। ये दवाएं भी आयुर्वेद का नाम देकर बेची जा रही थीं, और नकली दवाओं का कारोबार बढ़ता जा रहा है। न्यायाधीश ने कहा कि समस्या की गंभीरता को कम करके नहीं आंका जा सकता। — [517, 2009, 712, 2171]
paper-url[interactable]: www.peoplessamachar.in — [203, 112, 403, 128]
birthday-lines — [30, 308, 210, 655]
judiciary-col — [730, 1871, 922, 2211]
hitler-story — [314, 171, 1128, 497]
judiciary-body-1: मुंबई। फर्जी जाति प्रमाणपत्र मामले में अमरावती सांसद नवनीत राणा को सेशन कोर्ट से झटका लगा है। कोर्ट ने नवनीत राणा की याचिका को खारिज कर दिया है, जिसमें उन्होंने अपने खिलाफ जारी वारंट को चुनौती दी थी। नवनीत राणा और उनके पिता हरभजन सिंह ने इस मामले में बरी करने को लेकर अर्जी दी थी, जिसे कोर्ट ने खारिज कर दिया है। उन्होंने शिवडी कोर्ट के आदेश के खिलाफ सेशन कोर्ट में अपील की थी। इस मामले में नवनीत राणा पर आरोप है कि उन्होंने फर्जी जाति प्रमाण पत्र दिया था। उनके खिलाफ मुलुंड पुलिस ने एफआईआर दर्ज की है। इस मामले में शिवसेना नेता आनंदराव अडसुल और सुनील भालेराव ने शिकायत दर्ज कराई थी। — [931, 1942, 1114, 2148]
quote-portrait — [442, 29, 547, 145]
srilanka-headline: श्रीलंका की सरकार ने 20 हजार सैनिकों को अनुपस्थित रहने पर नौकरी से निकाला — [928, 1021, 1538, 1094]
china-stat-box — [515, 797, 919, 844]
birthday-line: शिक्षा- एमएससी मैथ्स — [30, 409, 112, 422]
hitler-side-label: नाजी अपराधों के लिए पहली बार महिला दोषी — [770, 250, 1128, 274]
birthday-line: बैच एवं कैडर- 2002 मध्यप्रदेश — [30, 366, 151, 379]
judiciary-agency: एजेंसी ▶ नई दिल्ली — [374, 1978, 451, 1991]
dateline: इंदौर, गुरुवार, 22 दिसंबर 2022 — [1294, 133, 1497, 151]
birthday-line: राज्य पुलिस सेवा में चयन- 1987 — [30, 424, 159, 437]
britain-school-body-2: सोते रहते हैं। ऐसे में स्टाफ के सदस्य उन्हें उठाकर क्लास में लाते हैं। ये पहल सुबह 8 बजे शुरू हो जाती है। टीचर्स बच्चों के घर जाते हैं। ऐसे में स्कूल के स्टाफ मेंबर्स के साथ फोन भी रहता है। हेडटीचर के अनुसार वह समझते हैं कि बच्चे पर स्कूल से गैरहाजिर रहने का असर पड़ता है। — [715, 1646, 916, 1738]
history-event: 1971- तत्कालीन सोवियत संघ ने जमीन के नीचे परमाणु परीक्षण किया। — [21, 1616, 294, 1647]
judiciary-col — [314, 1871, 721, 2211]
title-english: network — [1119, 25, 1497, 134]
sobhraj-story — [1142, 509, 1544, 1009]
brief-item — [21, 1149, 299, 1307]
britain-eggs-quote: छात्र ने कहा- देश गुलामों के खून पर बना हुआ है — [1347, 260, 1526, 295]
britain-eggs-agency: एजेंसी ▶ लंदन — [1142, 262, 1200, 274]
china-big-number: 30,000 — [515, 801, 647, 840]
quote-text: लोग तकनीक के आदी हो गए हैं। हम मोबाइल और तकनीक के गुलाम बन गए हैं। लोग भी मानते हैं उन्हें कब रुक जाना चाहिए। मोबाइल नोटिफिकेशन सबसे खराब चीज है। मैंने रेस्टोरेंट में परिवारों को साथ में मोबाइल लिए बैठे देखा है। यह मुझे बेकार लगता है। — [576, 30, 819, 100]
birthday-line: पुलिस अधीक्षक- ईओडब्ल्यू, भोपाल/शहडोल/बैतूल। — [30, 525, 199, 552]
news-brief-title-left: न्यूज — [21, 771, 67, 798]
china-doctor-body: इधर सोशल मीडिया पर वायरल वीडियो में मरीजों से भिरे डॉक्टर को देखा जा सकता है। डॉक्टर एक के बाद एक मरीजों का इलाज कर रहा होता है और फिर वो अचानक बेहोश हो जाता है। जिसके बाद कोई डॉक्टर दौड़ा आते हैं और उसे होश में लाने की कोशिश करते हैं। लेकिन, डॉक्टर होश में नहीं आ पाता है, जिसके बाद बाकी के डॉक्टर उसे उठा लेते हैं। — [721, 873, 919, 992]
history-box — [21, 1315, 299, 1833]
sobhraj-headline: 19 साल बाद नेपाल की जेल से रिहा होगा बिकिनी किलर शोभराज — [1142, 509, 1537, 568]
byju-body-2: पाठ्यक्रम नहीं खरीदे तो उनका भविष्य बर्बाद हो जाएगा। बायजू के सीईओ को समन किए जाने पर कानूनगो ने कहा कि हमें 2021 की दिसंबर में शिकायत मिली थी कि कंपनी के साथ बच्चे के माता-पिता ने पाठ्यक्रम खरीदा था। मेरे बच्चे ने एड-टेक कंपनी ईएमआई के विकल्प बेच दिया जिससे माता-पिता को कर्ज में धकेला गया। जिसकी शिकायत के बाद कानूनगो ने इसपर ध्यान दिया। — [1429, 1558, 1544, 1791]
judiciary-headline: नकली दवाओं का खतरा हत्या या आतंकवाद से कम गंभीर नहीं होता — [314, 1902, 660, 1971]
srilanka-deserter-head: भगोड़े सैनिक को दी गई थी माफी: — [1137, 1107, 1297, 1122]
hitler-agency: एजेंसी ▶ बर्लिन — [314, 251, 374, 263]
byju-caption: बायजू रवींद्रन — [1347, 1648, 1395, 1660]
history-event: 1882- थॉमस अल्वा एडिसन के बनाए गए बल्बों से पहली बार क्रिसमस ट्री को सजाया गया और यह रोशनी से जगमगा उठा। — [21, 1507, 283, 1538]
birthday-box — [21, 171, 299, 759]
judiciary-headline: फर्जी जाति प्रमाण पत्र मामले में नवनीत की याचिका खारिज — [931, 1897, 1113, 1937]
birthday-line: विशेष- 2009- सराहनीय सेवाओं के लिए राष्ट्रपति पदक — [30, 597, 187, 624]
brief-body: नई दिल्ली। कांग्रेस नेता पी. चिदंबरम ने संसद में तवांग (अरुणाचल प्रदेश) मुद्दे पर चर्चा न होने के बीच बुधवार को कहा, हम मिलिट्री सीक्रेट की मांग नहीं कर रहे हैं, चीन पर चर्चा की मांग कर रहे हैं। उन्होंने सीमा पर लगातार हो रही घुसपैठ पर कहा, हम जानना चाहते हैं कि सुरक्षा को लेकर हमारी तैयारियों का स्तर क्या है। वहीं सोनिया गांधी ने भी कहा कि सरकार को चीन के मुद्दे पर चर्चा करनी चाहिए। — [102, 851, 299, 965]
brief-item — [21, 809, 299, 966]
hitler-side-body-1: इरमगार्ड फॉर्चनर नाजी अपराधों के लिए दोषी ठहराई जाने वाली पहली महिला है। इस महीने की शुरुआत में, फॉर्चनर ने अदालत में अपनी गलती स्वीकारते हुए — [770, 280, 946, 340]
byju-email[interactable]: editor@peoplessamachar.co.in — [1142, 1571, 1339, 1585]
birthday-name: सुधीर कुमार लाड (आईपीएस) — [30, 290, 164, 303]
quote-mark-icon: “ — [551, 23, 573, 61]
hitler-mini-headline: भूख और बीमारी से मरे थे 65 हजार लोग — [770, 349, 1128, 374]
sobhraj-agency: एजेंसी ▶ काठमांडू — [1308, 599, 1379, 612]
mid-right-divider — [1135, 174, 1137, 1814]
brief-headline: पुरानी पेंशन योजना बहाल नहीं करेगा महाराष्ट्र, इससे राज्य दिवालिया हो जाएगा — [21, 1149, 294, 1187]
brief-body: मुंबई। महाराष्ट्र के उप-मुख्यमंत्री देवेंद्र फडणवीस ने बुधवार को कहा कि राज्य में सरकार पुरानी पेंशन योजना को बहाल नहीं करेगी। उन्होंने कहा कि इसे लागू करने से राजकोष पर 71.10 लाख करोड़ का बोझ पड़ेगा और राज्य दिवालिया हो जाएगा। राज्य की विधानसभा में जवाब देते हुए डिप्टी सीएम फडणवीस ने बताया कि पुरानी पेंशन योजना 2005 में बंद हुई थी। — [102, 1192, 299, 1306]
